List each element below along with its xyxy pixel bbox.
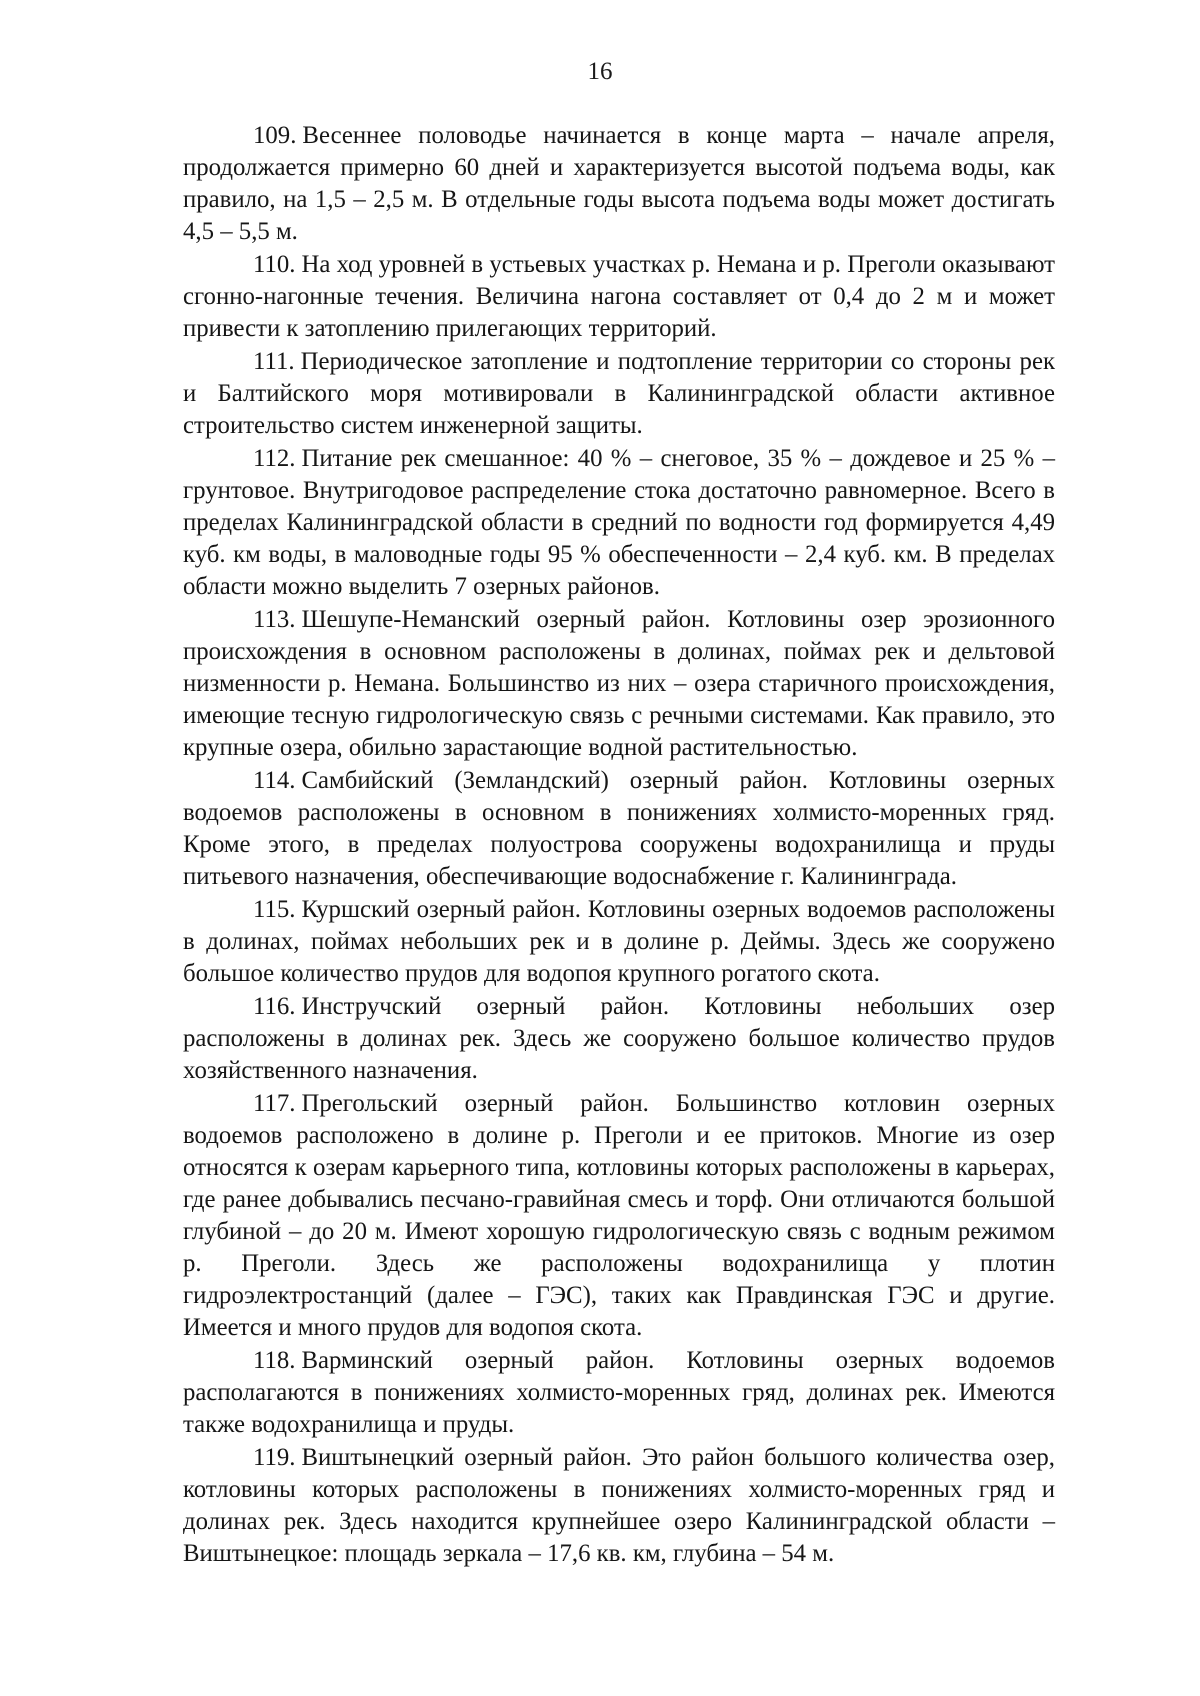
- paragraph-text: Варминский озерный район. Котловины озерных водоемов располагаются в понижениях холмисто-моренных гряд, долинах рек. Имеются также водохранилища и пруды.: [183, 1347, 1055, 1438]
- paragraph-109: [183, 120, 1055, 248]
- paragraph-number: 119.: [253, 1444, 296, 1471]
- document-body: [183, 120, 1055, 1571]
- paragraph-text: Весеннее половодье начинается в конце марта – начале апреля, продолжается примерно 60 дней и характеризуется высотой подъема воды, как правило, на 1,5 – 2,5 м. В отдельные годы высота подъема воды может достигать 4,5 – 5,5 м.: [183, 122, 1055, 245]
- paragraph-text: На ход уровней в устьевых участках р. Немана и р. Преголи оказывают сгонно-нагонные течения. Величина нагона составляет от 0,4 до 2 м и может привести к затоплению прилегающих территорий.: [183, 251, 1055, 342]
- paragraph-110: [183, 249, 1055, 345]
- paragraph-number: 117.: [253, 1090, 296, 1117]
- paragraph-113: [183, 604, 1055, 764]
- paragraph-number: 118.: [253, 1347, 296, 1374]
- paragraph-number: 109.: [253, 122, 297, 149]
- paragraph-112: [183, 443, 1055, 603]
- paragraph-number: 114.: [253, 767, 296, 794]
- paragraph-text: Периодическое затопление и подтопление территории со стороны рек и Балтийского моря мотивировали в Калининградской области активное строительство систем инженерной защиты.: [183, 348, 1055, 439]
- paragraph-114: [183, 765, 1055, 893]
- page-number: 16: [587, 58, 613, 85]
- paragraph-text: Самбийский (Земландский) озерный район. Котловины озерных водоемов расположены в основном в понижениях холмисто-моренных гряд. Кроме этого, в пределах полуострова сооружены водохранилища и пруды питьевого назначения, обеспечивающие водоснабжение г. Калининграда.: [183, 767, 1055, 890]
- paragraph-number: 112.: [253, 445, 296, 472]
- paragraph-116: [183, 991, 1055, 1087]
- paragraph-number: 115.: [253, 896, 296, 923]
- paragraph-number: 110.: [253, 251, 296, 278]
- paragraph-text: Питание рек смешанное: 40 % – снеговое, 35 % – дождевое и 25 % – грунтовое. Внутригодовое распределение стока достаточно равномерное. Всего в пределах Калининградской области в средний по водности год формируется 4,49 куб. км воды, в маловодные годы 95 % обеспеченности – 2,4 куб. км. В пределах области можно выделить 7 озерных районов.: [183, 445, 1055, 600]
- paragraph-118: [183, 1345, 1055, 1441]
- paragraph-number: 111.: [253, 348, 295, 375]
- paragraph-115: [183, 894, 1055, 990]
- paragraph-text: Виштынецкий озерный район. Это район большого количества озер, котловины которых расположены в понижениях холмисто-моренных гряд и долинах рек. Здесь находится крупнейшее озеро Калининградской области – Виштынецкое: площадь зеркала – 17,6 кв. км, глубина – 54 м.: [183, 1444, 1055, 1567]
- paragraph-119: [183, 1442, 1055, 1570]
- paragraph-111: [183, 346, 1055, 442]
- paragraph-117: [183, 1088, 1055, 1344]
- paragraph-text: Шешупе-Неманский озерный район. Котловины озер эрозионного происхождения в основном расположены в долинах, поймах рек и дельтовой низменности р. Немана. Большинство из них – озера старичного происхождения, имеющие тесную гидрологическую связь с речными системами. Как правило, это крупные озера, обильно зарастающие водной растительностью.: [183, 606, 1055, 761]
- paragraph-text: Куршский озерный район. Котловины озерных водоемов расположены в долинах, поймах небольших рек и в долине р. Деймы. Здесь же сооружено большое количество прудов для водопоя крупного рогатого скота.: [183, 896, 1055, 987]
- paragraph-text: Прегольский озерный район. Большинство котловин озерных водоемов расположено в долине р. Преголи и ее притоков. Многие из озер относятся к озерам карьерного типа, котловины которых расположены в карьерах, где ранее добывались песчано-гравийная смесь и торф. Они отличаются большой глубиной – до 20 м. Имеют хорошую гидрологическую связь с водным режимом р. Преголи. Здесь же расположены водохранилища у плотин гидроэлектростанций (далее – ГЭС), таких как Правдинская ГЭС и другие. Имеется и много прудов для водопоя скота.: [183, 1090, 1055, 1341]
- paragraph-number: 113.: [253, 606, 296, 633]
- paragraph-number: 116.: [253, 993, 296, 1020]
- paragraph-text: Инстручский озерный район. Котловины небольших озер расположены в долинах рек. Здесь же сооружено большое количество прудов хозяйственного назначения.: [183, 993, 1055, 1084]
